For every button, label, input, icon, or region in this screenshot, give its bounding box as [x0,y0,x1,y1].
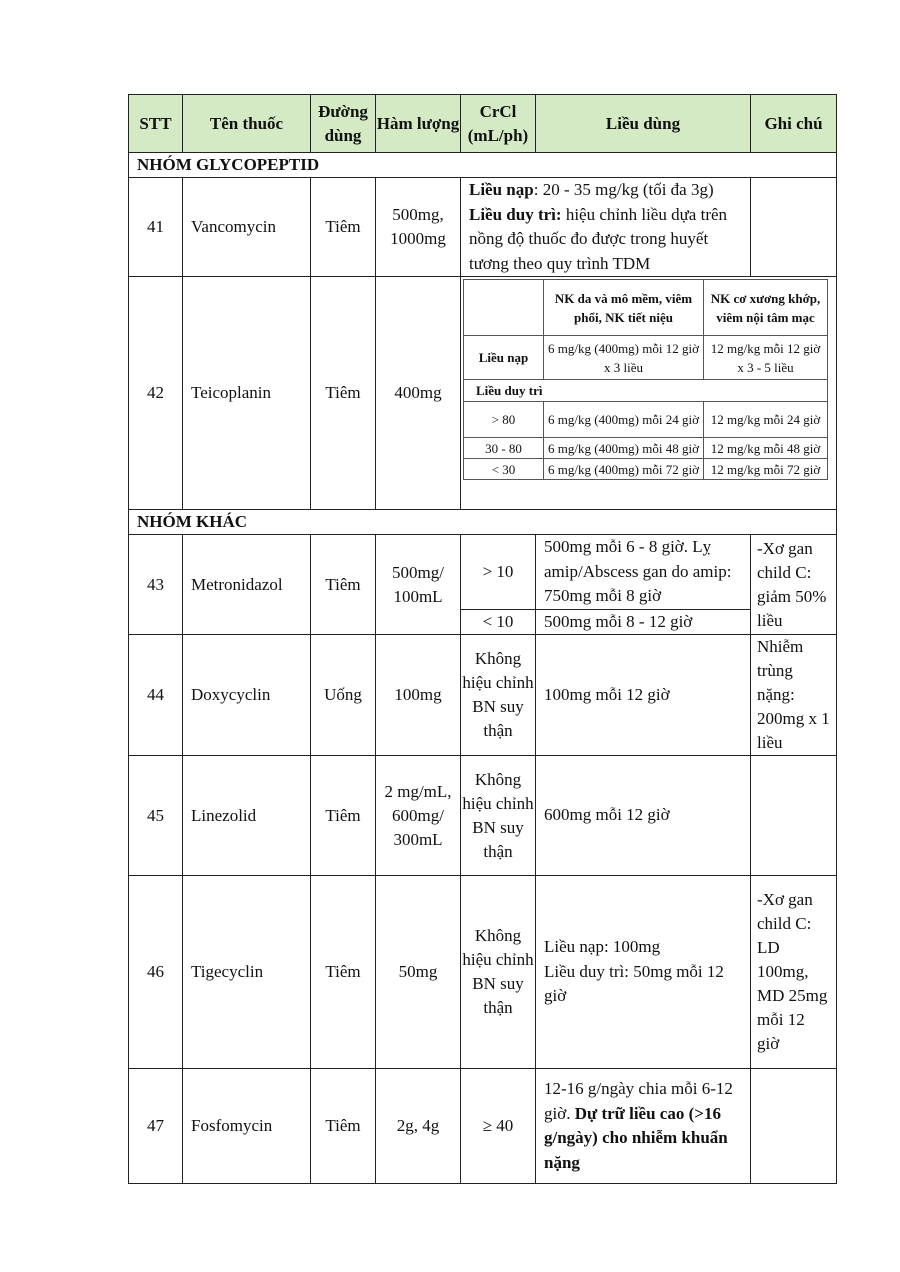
crcl: Không hiệu chỉnh BN suy thận [461,876,536,1069]
col-header-dose: Liều dùng [536,95,751,153]
drug-name: Fosfomycin [183,1069,311,1184]
drug-name: Metronidazol [183,535,311,635]
table-row [129,178,837,277]
row-stt: 44 [129,635,183,756]
teico-load-label: Liều nạp [464,336,544,380]
col-header-name: Tên thuốc [183,95,311,153]
note: -Xơ gan child C: LD 100mg, MD 25mg mỗi 12 giờ [751,876,837,1069]
group-row-other [129,510,837,535]
note [751,178,837,277]
header-row [129,95,837,153]
dose [461,178,751,277]
group-title: NHÓM GLYCOPEPTID [129,153,837,178]
teico-col1: 6 mg/kg (400mg) mỗi 24 giờ [544,402,704,438]
note: -Xơ gan child C: giảm 50% liều [751,535,837,635]
teicoplanin-dose-table [463,279,828,480]
teico-header-row [464,280,828,336]
dose: 500mg mỗi 6 - 8 giờ. Lỵ amip/Abscess gan do amip: 750mg mỗi 8 giờ [536,535,751,610]
note [751,756,837,876]
teicoplanin-dose-cell [461,277,837,510]
strength: 2g, 4g [376,1069,461,1184]
row-stt: 45 [129,756,183,876]
group-title: NHÓM KHÁC [129,510,837,535]
route: Tiêm [311,756,376,876]
group-row-glycopeptid [129,153,837,178]
teico-load-row [464,336,828,380]
table-row [129,1069,837,1184]
teico-col2: 12 mg/kg mỗi 24 giờ [704,402,828,438]
strength: 500mg/ 100mL [376,535,461,635]
teico-crcl: 30 - 80 [464,438,544,459]
teico-maint-header-row [464,380,828,402]
teico-load-col2: 12 mg/kg mỗi 12 giờ x 3 - 5 liều [704,336,828,380]
row-stt: 41 [129,178,183,277]
row-stt: 42 [129,277,183,510]
dose-line1: Liều nạp: 100mg [544,937,661,957]
dose-maint-label: Liều duy trì: [469,204,562,224]
teico-maint-label: Liều duy trì [464,380,828,402]
dose-line2: Liều duy trì: 50mg mỗi 12 giờ [544,961,724,1006]
drug-name: Doxycyclin [183,635,311,756]
teico-crcl: > 80 [464,402,544,438]
row-stt: 46 [129,876,183,1069]
dose: 600mg mỗi 12 giờ [536,756,751,876]
dose [536,876,751,1069]
crcl: < 10 [461,609,536,635]
dose-load-label: Liều nạp [469,180,534,199]
row-stt: 43 [129,535,183,635]
table-row [129,635,837,756]
row-stt: 47 [129,1069,183,1184]
strength: 100mg [376,635,461,756]
teico-col2-header: NK cơ xương khớp, viêm nội tâm mạc [704,280,828,336]
teico-col1: 6 mg/kg (400mg) mỗi 72 giờ [544,459,704,480]
teico-empty-cell [464,280,544,336]
dose-bold: Dự trữ liều cao (>16 g/ngày) cho nhiễm khuẩn nặng [544,1103,728,1172]
crcl: ≥ 40 [461,1069,536,1184]
teico-maint-row [464,459,828,480]
table-row [129,756,837,876]
route: Uống [311,635,376,756]
route: Tiêm [311,535,376,635]
route: Tiêm [311,277,376,510]
drug-name: Teicoplanin [183,277,311,510]
route: Tiêm [311,876,376,1069]
antibiotic-dosing-table [128,94,837,1184]
col-header-stt: STT [129,95,183,153]
teico-maint-row [464,438,828,459]
table-row [129,277,837,510]
dose-maint-text: hiệu chỉnh liều dựa trên nồng độ thuốc đo được trong huyết tương theo quy trình TDM [469,204,728,273]
teico-crcl: < 30 [464,459,544,480]
dose: 100mg mỗi 12 giờ [536,635,751,756]
dose: 500mg mỗi 8 - 12 giờ [536,609,751,635]
dose-load-text: : 20 - 35 mg/kg (tối đa 3g) [533,180,714,199]
crcl: Không hiệu chỉnh BN suy thận [461,756,536,876]
crcl: > 10 [461,535,536,610]
col-header-strength: Hàm lượng [376,95,461,153]
drug-name: Vancomycin [183,178,311,277]
table-row [129,876,837,1069]
teico-col2: 12 mg/kg mỗi 72 giờ [704,459,828,480]
teico-load-col1: 6 mg/kg (400mg) mỗi 12 giờ x 3 liều [544,336,704,380]
col-header-note: Ghi chú [751,95,837,153]
strength: 400mg [376,277,461,510]
strength: 2 mg/mL, 600mg/ 300mL [376,756,461,876]
route: Tiêm [311,178,376,277]
crcl: Không hiệu chỉnh BN suy thận [461,635,536,756]
route: Tiêm [311,1069,376,1184]
drug-name: Tigecyclin [183,876,311,1069]
table-row [129,535,837,610]
teico-maint-row [464,402,828,438]
col-header-route: Đường dùng [311,95,376,153]
note [751,1069,837,1184]
teico-col1: 6 mg/kg (400mg) mỗi 48 giờ [544,438,704,459]
drug-name: Linezolid [183,756,311,876]
teico-col1-header: NK da và mô mềm, viêm phổi, NK tiết niệu [544,280,704,336]
dose-plain: 12-16 g/ngày chia mỗi 6-12 giờ. [544,1079,733,1123]
dose [536,1069,751,1184]
strength: 50mg [376,876,461,1069]
col-header-crcl: CrCl (mL/ph) [461,95,536,153]
strength: 500mg, 1000mg [376,178,461,277]
teico-col2: 12 mg/kg mỗi 48 giờ [704,438,828,459]
note: Nhiễm trùng nặng: 200mg x 1 liều [751,635,837,756]
